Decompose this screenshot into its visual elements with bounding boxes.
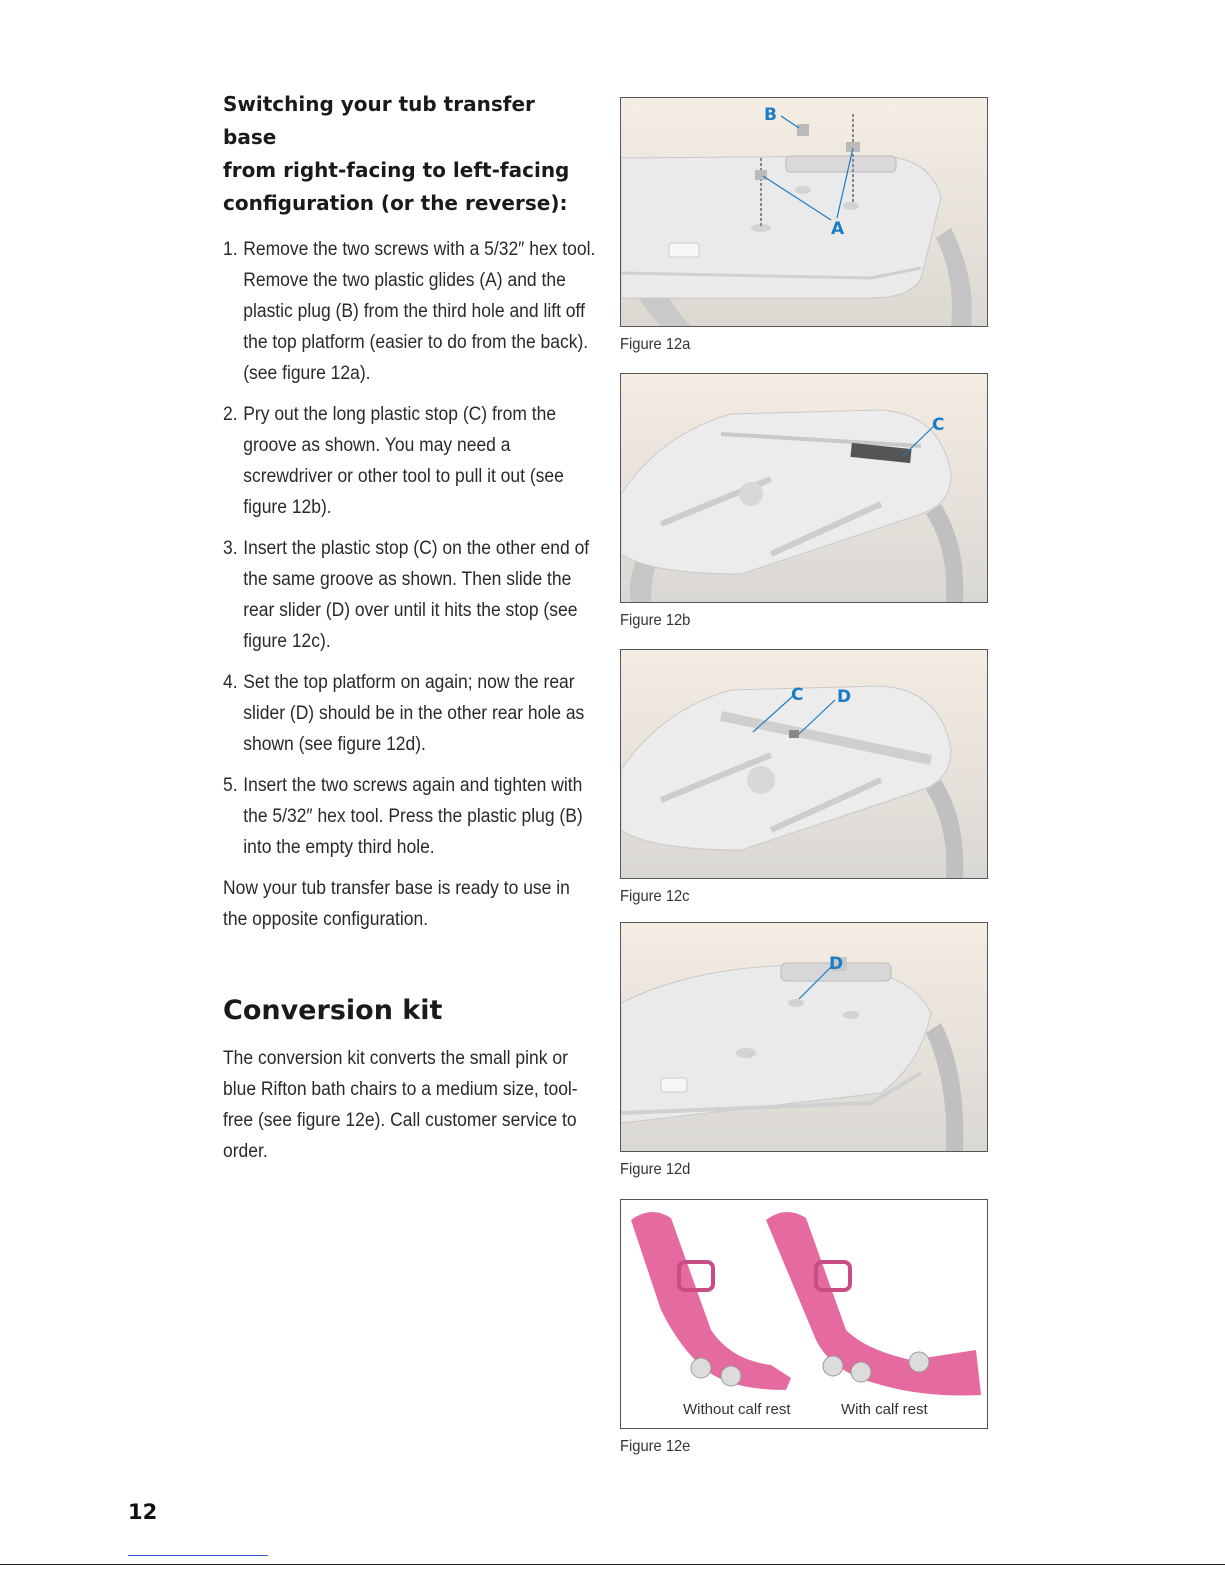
step-number: 2. <box>223 404 238 425</box>
step-item <box>223 399 602 523</box>
figure-12d-image <box>620 922 988 1152</box>
instructions-column <box>223 88 596 1167</box>
step-item <box>223 667 602 760</box>
figure-caption: Figure 12b <box>620 612 691 629</box>
callout-d: D <box>837 687 852 707</box>
callout-d: D <box>829 954 844 974</box>
step-item <box>223 770 602 863</box>
figure-12e <box>620 1199 988 1456</box>
step-text: Pry out the long plastic stop (C) from the groove as shown. You may need a screwdriver or other tool to pull it out (see figure 12b). <box>243 404 564 518</box>
step-number: 4. <box>223 672 238 693</box>
figure-caption: Figure 12c <box>620 888 690 905</box>
figure-12b <box>620 373 988 630</box>
step-text: Insert the plastic stop (C) on the other end of the same groove as shown. Then slide the rear slider (D) over until it hits the stop (see figure 12c). <box>243 538 590 652</box>
page-number: 12 <box>128 1500 158 1524</box>
figure-12c-image <box>620 649 988 879</box>
footer-rule <box>0 1564 1225 1565</box>
figure-caption: Figure 12d <box>620 1161 691 1178</box>
figure-12d <box>620 922 988 1179</box>
callout-a: A <box>831 219 845 239</box>
conversion-heading: Conversion kit <box>223 995 443 1026</box>
closing-text: Now your tub transfer base is ready to use in the opposite configuration. <box>223 878 570 930</box>
figure-12a <box>620 97 988 354</box>
switching-heading <box>223 88 593 220</box>
step-number: 1. <box>223 239 238 260</box>
heading-line: Switching your tub transfer base <box>223 92 535 149</box>
callout-c: C <box>791 685 804 705</box>
figure-12b-image <box>620 373 988 603</box>
figure-12e-image <box>620 1199 988 1429</box>
step-text: Remove the two screws with a 5/32″ hex tool. Remove the two plastic glides (A) and the plastic plug (B) from the third hole and lift off the top platform (easier to do from the back). (see figure 12a). <box>243 239 596 384</box>
label-without-calf-rest: Without calf rest <box>683 1401 791 1418</box>
figure-caption: Figure 12e <box>620 1438 691 1455</box>
footer-link-underline <box>128 1555 268 1556</box>
step-number: 5. <box>223 775 238 796</box>
step-number: 3. <box>223 538 238 559</box>
step-item <box>223 533 602 657</box>
steps-list <box>223 234 596 863</box>
heading-line: from right-facing to left-facing <box>223 158 570 182</box>
callout-c: C <box>932 415 945 435</box>
step-item <box>223 234 602 389</box>
figure-12a-image <box>620 97 988 327</box>
conversion-text: The conversion kit converts the small pink or blue Rifton bath chairs to a medium size, tool-free (see figure 12e). Call customer service to order. <box>223 1048 578 1162</box>
figure-12c <box>620 649 988 906</box>
step-text: Set the top platform on again; now the rear slider (D) should be in the other rear hole as shown (see figure 12d). <box>243 672 585 755</box>
heading-line: configuration (or the reverse): <box>223 191 568 215</box>
label-with-calf-rest: With calf rest <box>841 1401 928 1418</box>
figure-caption: Figure 12a <box>620 336 691 353</box>
callout-b: B <box>764 105 777 125</box>
step-text: Insert the two screws again and tighten with the 5/32″ hex tool. Press the plastic plug (B) into the empty third hole. <box>243 775 583 858</box>
